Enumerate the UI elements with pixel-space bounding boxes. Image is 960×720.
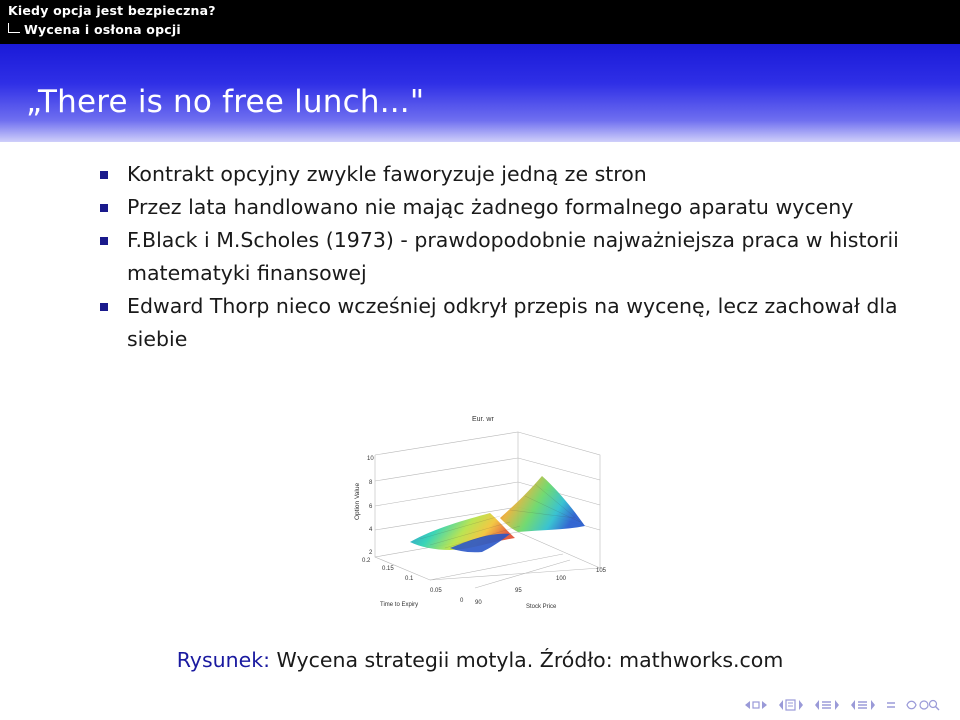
x-axis-label: Stock Price: [526, 604, 557, 610]
y-tick: 0.2: [362, 558, 371, 564]
y-tick: 0.15: [382, 566, 394, 572]
z-tick: 10: [367, 456, 374, 462]
z-tick: 6: [369, 504, 373, 510]
caption-label: Rysunek:: [176, 648, 270, 672]
square-bullet-icon: [100, 237, 108, 245]
nav-left-icon[interactable]: [744, 700, 768, 710]
y-axis-label: Time to Expiry: [380, 602, 419, 608]
nav-search-icon[interactable]: [906, 699, 940, 711]
list-item: [100, 191, 920, 224]
nav-align-icon[interactable]: [886, 699, 896, 711]
square-bullet-icon: [100, 171, 108, 179]
headline-subsection-text: Wycena i osłona opcji: [24, 22, 181, 37]
headline-section[interactable]: Kiedy opcja jest bezpieczna?: [8, 3, 216, 18]
x-tick: 90: [475, 600, 482, 606]
x-tick: 95: [515, 588, 522, 594]
z-tick: 2: [369, 550, 373, 556]
x-tick: 105: [596, 568, 607, 574]
list-item: [100, 158, 920, 191]
y-tick: 0.05: [430, 588, 442, 594]
z-axis-label: Option Value: [354, 482, 361, 520]
surface-right-patch: [500, 476, 585, 532]
frame-title: „There is no free lunch...": [26, 84, 425, 120]
surface-plot-figure: [350, 410, 620, 612]
plot-title: Eur. wr: [472, 416, 494, 423]
surface-plot: [350, 410, 620, 612]
list-item-text: Kontrakt opcyjny zwykle faworyzuje jedną ze stron: [127, 162, 647, 186]
corner-icon: [8, 23, 20, 33]
nav-subsection-icon[interactable]: [814, 699, 840, 711]
headline-subsection[interactable]: [8, 22, 181, 37]
square-bullet-icon: [100, 303, 108, 311]
headline-bar: [0, 0, 960, 44]
beamer-nav-bar: [744, 697, 940, 713]
z-tick: 4: [369, 527, 373, 533]
bullet-list: [100, 158, 920, 356]
list-item-text: F.Black i M.Scholes (1973) - prawdopodobnie najważniejsza praca w historii matematyki finansowej: [127, 228, 899, 285]
square-bullet-icon: [100, 204, 108, 212]
list-item: [100, 290, 920, 356]
x-tick: 100: [556, 576, 567, 582]
figure-caption: [0, 648, 960, 672]
y-tick-extra: 0: [460, 598, 464, 604]
z-tick: 8: [369, 480, 373, 486]
list-item: [100, 224, 920, 290]
nav-frame-icon[interactable]: [778, 699, 804, 711]
y-tick: 0.1: [405, 576, 414, 582]
caption-text: Wycena strategii motyla. Źródło: mathworks.com: [276, 648, 784, 672]
nav-section-icon[interactable]: [850, 699, 876, 711]
frame-title-band: [0, 44, 960, 142]
list-item-text: Edward Thorp nieco wcześniej odkrył przepis na wycenę, lecz zachował dla siebie: [127, 294, 898, 351]
list-item-text: Przez lata handlowano nie mając żadnego formalnego aparatu wyceny: [127, 195, 854, 219]
